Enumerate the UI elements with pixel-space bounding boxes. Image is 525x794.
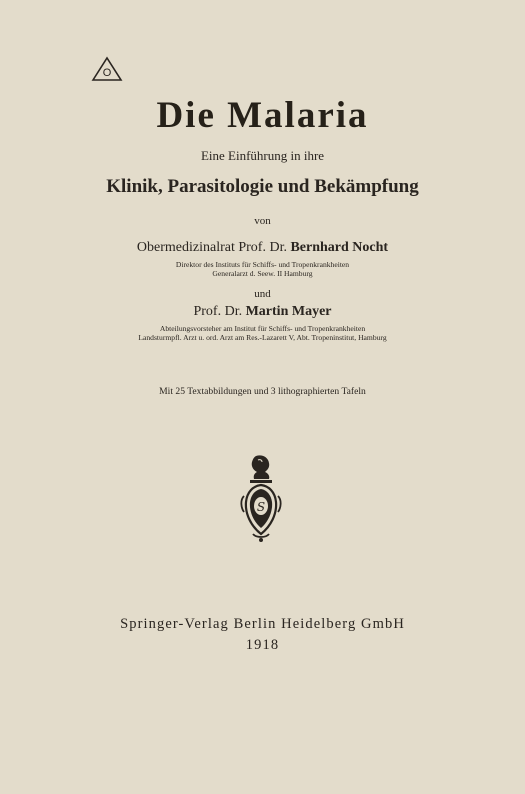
and-label: und [254,288,271,300]
author-2-prefix: Prof. Dr. [193,304,243,319]
logo-letter: O [102,67,112,79]
author-1-affiliation-2: Generalarzt d. Seew. II Hamburg [212,269,313,278]
author-2-affiliation-1: Abteilungsvorsteher am Institut für Schiffs- und Tropenkrankheiten [159,324,366,333]
author-1-name: Bernhard Nocht [290,240,389,255]
subtitle-line-2: Klinik, Parasitologie und Bekämpfung [106,176,419,197]
subtitle-line-1: Eine Einführung in ihre [200,148,325,163]
author-2 [0,304,525,320]
author-1 [0,240,525,256]
springer-knight-mark [238,452,284,544]
book-title: Die Malaria [156,95,369,136]
by-label: von [254,215,271,227]
publication-year: 1918 [245,637,280,653]
author-1-affiliation-1: Direktor des Instituts für Schiffs- und Tropenkrankheiten [175,260,350,269]
illustrations-note: Mit 25 Textabbildungen und 3 lithographierten Tafeln [159,386,366,397]
svg-text:S: S [256,500,266,514]
author-2-name: Martin Mayer [245,304,332,319]
publisher: Springer-Verlag Berlin Heidelberg GmbH [120,616,405,632]
triangle-o-icon [91,56,123,82]
author-1-prefix: Obermedizinalrat Prof. Dr. [136,240,287,255]
author-2-affiliation-2: Landsturmpfl. Arzt u. ord. Arzt am Res.-Lazarett V, Abt. Tropeninstitut, Hamburg [138,333,387,342]
